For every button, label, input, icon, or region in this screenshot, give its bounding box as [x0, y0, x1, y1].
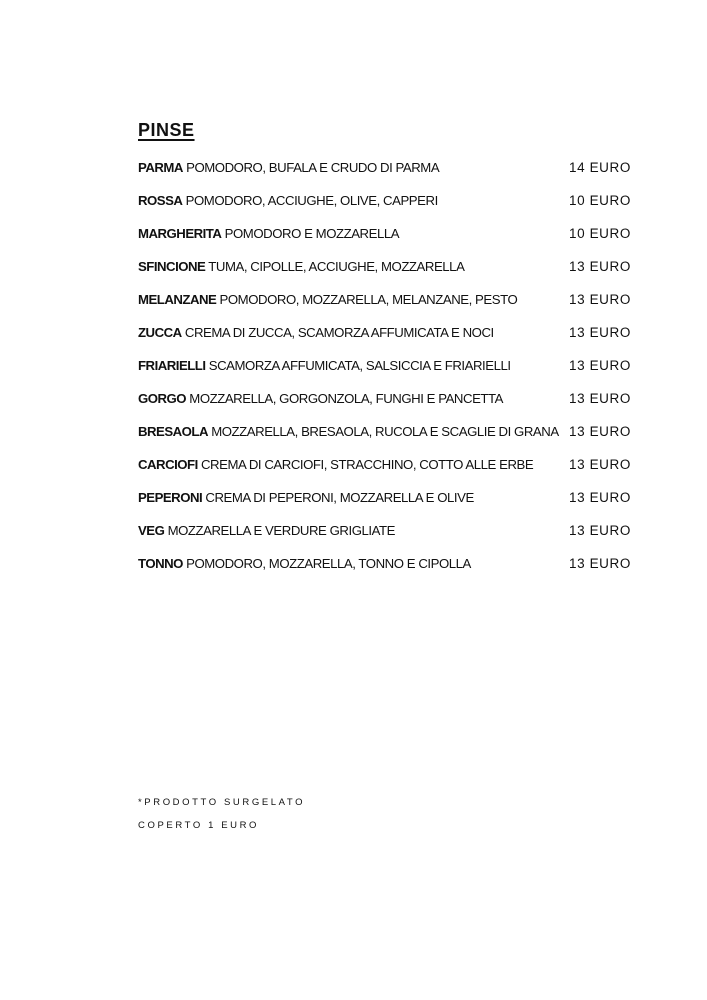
menu-item-carciofi	[138, 455, 630, 488]
item-description: CREMA DI CARCIOFI, STRACCHINO, COTTO ALLE ERBE	[200, 457, 534, 472]
menu-item-zucca	[138, 323, 630, 356]
menu-item-tonno	[138, 554, 630, 587]
menu-item-peperoni	[138, 488, 630, 521]
item-description: MOZZARELLA, BRESAOLA, RUCOLA E SCAGLIE DI GRANA	[211, 424, 559, 439]
menu-item-gorgo	[138, 389, 630, 422]
item-name: ZUCCA	[138, 325, 182, 340]
item-price: 13 EURO	[569, 424, 631, 439]
menu-item-friarielli	[138, 356, 630, 389]
item-description: SCAMORZA AFFUMICATA, SALSICCIA E FRIARIELLI	[208, 358, 511, 373]
item-description: POMODORO, MOZZARELLA, TONNO E CIPOLLA	[186, 556, 471, 571]
item-description: CREMA DI PEPERONI, MOZZARELLA E OLIVE	[205, 490, 474, 505]
item-price: 13 EURO	[569, 556, 631, 571]
item-price: 13 EURO	[569, 391, 631, 406]
item-description: MOZZARELLA E VERDURE GRIGLIATE	[167, 523, 395, 538]
menu-item-rossa	[138, 191, 630, 224]
menu-item-margherita	[138, 224, 630, 257]
item-name: ROSSA	[138, 193, 183, 208]
item-description: TUMA, CIPOLLE, ACCIUGHE, MOZZARELLA	[208, 259, 465, 274]
menu-list	[138, 158, 630, 587]
item-name: BRESAOLA	[138, 424, 208, 439]
frozen-product-note: *PRODOTTO SURGELATO	[138, 797, 306, 808]
item-price: 13 EURO	[569, 358, 631, 373]
item-name: PARMA	[138, 160, 183, 175]
item-price: 13 EURO	[569, 490, 631, 505]
item-name: FRIARIELLI	[138, 358, 206, 373]
item-description: POMODORO, ACCIUGHE, OLIVE, CAPPERI	[185, 193, 438, 208]
menu-item-sfincione	[138, 257, 630, 290]
item-description: POMODORO, BUFALA E CRUDO DI PARMA	[186, 160, 440, 175]
item-name: SFINCIONE	[138, 259, 206, 274]
item-price: 10 EURO	[569, 226, 631, 241]
item-name: MARGHERITA	[138, 226, 222, 241]
item-price: 13 EURO	[569, 457, 631, 472]
menu-item-parma	[138, 158, 630, 191]
item-name: VEG	[138, 523, 165, 538]
item-description: MOZZARELLA, GORGONZOLA, FUNGHI E PANCETTA	[189, 391, 503, 406]
item-name: GORGO	[138, 391, 187, 406]
item-price: 13 EURO	[569, 259, 631, 274]
item-description: POMODORO E MOZZARELLA	[224, 226, 400, 241]
item-price: 13 EURO	[569, 523, 631, 538]
item-name: MELANZANE	[138, 292, 217, 307]
menu-item-bresaola	[138, 422, 630, 455]
item-name: CARCIOFI	[138, 457, 198, 472]
item-price: 13 EURO	[569, 325, 631, 340]
item-price: 14 EURO	[569, 160, 631, 175]
section-title: PINSE	[138, 120, 195, 140]
item-name: TONNO	[138, 556, 183, 571]
item-name: PEPERONI	[138, 490, 203, 505]
item-description: CREMA DI ZUCCA, SCAMORZA AFFUMICATA E NOCI	[184, 325, 494, 340]
menu-item-melanzane	[138, 290, 630, 323]
cover-charge-note: COPERTO 1 EURO	[138, 820, 260, 831]
item-price: 13 EURO	[569, 292, 631, 307]
menu-item-veg	[138, 521, 630, 554]
item-description: POMODORO, MOZZARELLA, MELANZANE, PESTO	[219, 292, 518, 307]
item-price: 10 EURO	[569, 193, 631, 208]
